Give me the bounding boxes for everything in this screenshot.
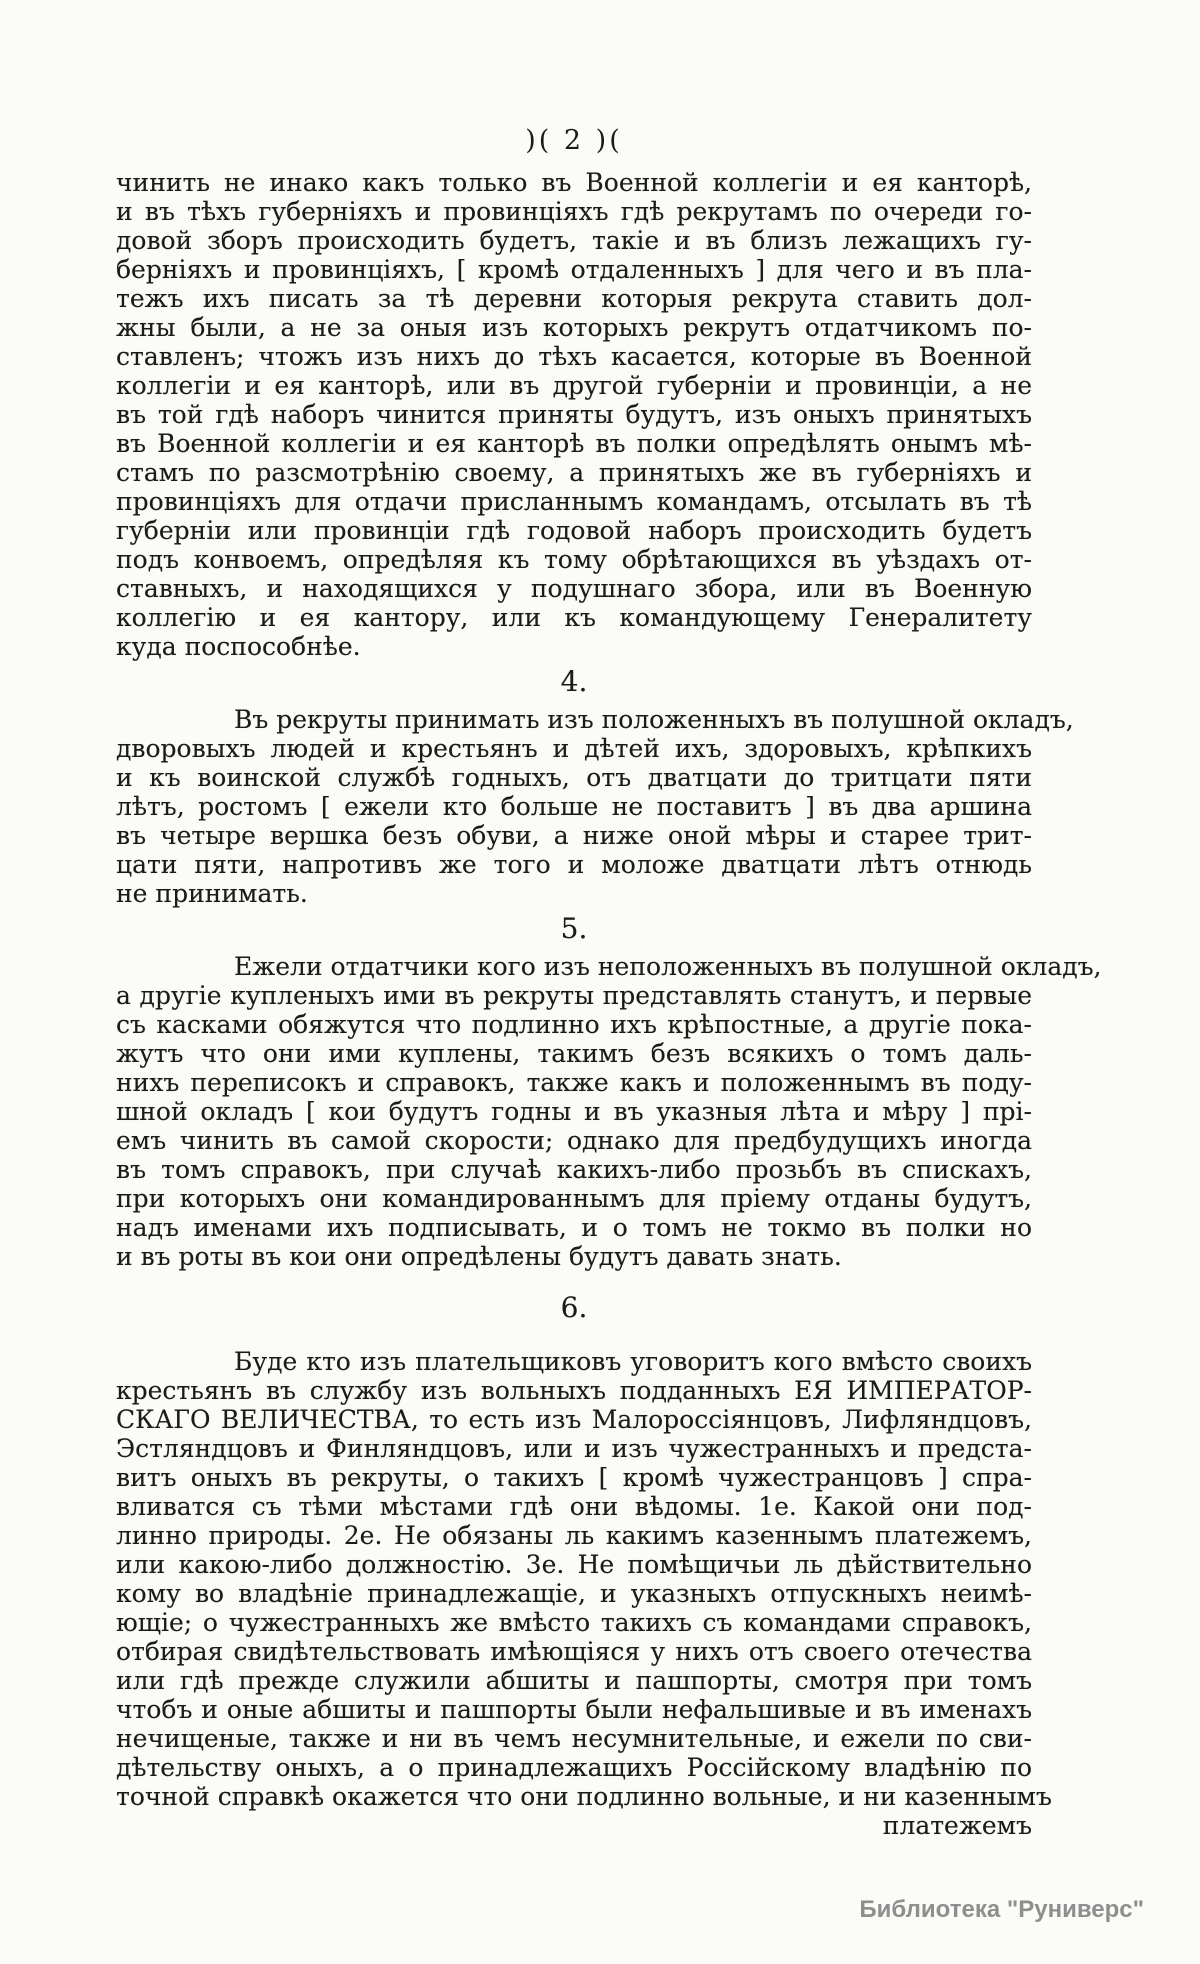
text-line: ставленъ; чтожъ изъ нихъ до тѣхъ касается, которые въ Военной (116, 342, 1032, 371)
text-line: и въ роты въ кои они опредѣлены будутъ давать знать. (116, 1242, 842, 1271)
text-line: коллегію и ея кантору, или къ командующему Генералитету (116, 603, 1032, 632)
text-line: подъ конвоемъ, опредѣляя къ тому обрѣтающихся въ уѣздахъ от- (116, 545, 1032, 574)
section-number: 5. (560, 912, 588, 945)
text-line: шной окладъ [ кои будутъ годны и въ указныя лѣта и мѣру ] прі- (116, 1097, 1032, 1126)
text-line: стамъ по разсмотрѣнію своему, а принятыхъ же въ губерніяхъ и (116, 458, 1032, 487)
text-line: въ томъ справокъ, при случаѣ какихъ-либо прозьбъ въ спискахъ, (116, 1155, 1032, 1184)
text-block (116, 125, 1102, 1840)
text-line: при которыхъ они командированнымъ для пріему отданы будутъ, (116, 1184, 1032, 1213)
text-line: линно природы. 2е. Не обязаны ль какимъ казеннымъ платежемъ, (116, 1521, 1032, 1550)
text-line: Въ рекруты принимать изъ положенныхъ въ полушной окладъ, (234, 705, 1074, 734)
text-line: или гдѣ прежде служили абшиты и пашпорты, смотря при томъ (116, 1666, 1032, 1695)
text-line: довой зборъ происходить будетъ, такіе и въ близъ лежащихъ гу- (116, 226, 1032, 255)
text-line: Эстляндцовъ и Финляндцовъ, или и изъ чужестранныхъ и предста- (116, 1434, 1032, 1463)
text-line: крестьянъ въ службу изъ вольныхъ подданныхъ ЕЯ ИМПЕРАТОР- (116, 1376, 1032, 1405)
text-line: лѣтъ, ростомъ [ ежели кто больше не поставитъ ] въ два аршина (116, 792, 1032, 821)
text-line: кому во владѣніе принадлежащіе, и указныхъ отпускныхъ неимѣ- (116, 1579, 1032, 1608)
text-line: Буде кто изъ плательщиковъ уговоритъ кого вмѣсто своихъ (234, 1347, 1032, 1376)
text-line: СКАГО ВЕЛИЧЕСТВА, то есть изъ Малороссіянцовъ, Лифляндцовъ, (116, 1405, 1032, 1434)
text-line: Ежели отдатчики кого изъ неположенныхъ въ полушной окладъ, (234, 952, 1102, 981)
text-line: чинить не инако какъ только въ Военной коллегіи и ея канторѣ, (116, 168, 1032, 197)
text-line: съ касками обяжутся что подлинно ихъ крѣпостные, а другіе пока- (116, 1010, 1032, 1039)
text-line: въ Военной коллегіи и ея канторѣ въ полки опредѣлять онымъ мѣ- (116, 429, 1032, 458)
text-line: въ той гдѣ наборъ чинится приняты будутъ, изъ оныхъ принятыхъ (116, 400, 1032, 429)
text-line: точной справкѣ окажется что они подлинно вольные, и ни казеннымъ (116, 1782, 1052, 1811)
section-number: 4. (560, 665, 588, 698)
text-line: ющіе; о чужестранныхъ же вмѣсто такихъ съ командами справокъ, (116, 1608, 1032, 1637)
text-line: отбирая свидѣтельствовать имѣющіяся у нихъ отъ своего отечества (116, 1637, 1032, 1666)
text-line: витъ оныхъ въ рекруты, о такихъ [ кромѣ чужестранцовъ ] спра- (116, 1463, 1032, 1492)
text-line: жутъ что они ими куплены, такимъ безъ всякихъ о томъ даль- (116, 1039, 1032, 1068)
section-number: 6. (560, 1291, 588, 1324)
document-body (116, 168, 1102, 1840)
text-line: цати пяти, напротивъ же того и моложе дватцати лѣтъ отнюдь (116, 850, 1032, 879)
text-line: жны были, а не за оныя изъ которыхъ рекрутъ отдатчикомъ по- (116, 313, 1032, 342)
text-line: или какою-либо должностію. 3е. Не помѣщичьи ль дѣйствительно (116, 1550, 1032, 1579)
text-line: и къ воинской службѣ годныхъ, отъ дватцати до тритцати пяти (116, 763, 1032, 792)
text-line: губерніи или провинціи гдѣ годовой наборъ происходить будетъ (116, 516, 1032, 545)
text-line: надъ именами ихъ подписывать, и о томъ не токмо въ полки но (116, 1213, 1032, 1242)
paragraph (116, 1347, 1052, 1811)
text-line: въ четыре вершка безъ обуви, а ниже оной мѣры и старее трит- (116, 821, 1032, 850)
text-line: ставныхъ, и находящихся у подушнаго збора, или въ Военную (116, 574, 1032, 603)
text-line: дѣтельству оныхъ, а о принадлежащихъ Россійскому владѣнію по (116, 1753, 1032, 1782)
text-line: коллегіи и ея канторѣ, или въ другой губерніи и провинціи, а не (116, 371, 1032, 400)
paragraph (116, 705, 1074, 908)
text-line: нечищеные, также и ни въ чемъ несумнительные, и ежели по сви- (116, 1724, 1032, 1753)
text-line: и въ тѣхъ губерніяхъ и провинціяхъ гдѣ рекрутамъ по очереди го- (116, 197, 1032, 226)
paragraph (116, 952, 1102, 1271)
paragraph (116, 168, 1032, 661)
text-line: куда поспособнѣе. (116, 632, 361, 661)
text-line: нихъ переписокъ и справокъ, также какъ и положеннымъ въ поду- (116, 1068, 1032, 1097)
text-line: тежъ ихъ писать за тѣ деревни которыя рекрута ставить дол- (116, 284, 1032, 313)
text-line: берніяхъ и провинціяхъ, [ кромѣ отдаленныхъ ] для чего и въ пла- (116, 255, 1032, 284)
text-line: провинціяхъ для отдачи присланнымъ командамъ, отсылать въ тѣ (116, 487, 1032, 516)
text-line: дворовыхъ людей и крестьянъ и дѣтей ихъ, здоровыхъ, крѣпкихъ (116, 734, 1032, 763)
text-line: вливатся съ тѣми мѣстами гдѣ они вѣдомы. 1е. Какой они под- (116, 1492, 1032, 1521)
text-line: чтобъ и оные абшиты и пашпорты были нефальшивые и въ именахъ (116, 1695, 1032, 1724)
text-line: не принимать. (116, 879, 308, 908)
library-watermark: Библиотека "Руниверс" (859, 1896, 1144, 1923)
catchword: платежемъ (882, 1811, 1032, 1840)
text-line: емъ чинить въ самой скорости; однако для предбудущихъ иногда (116, 1126, 1032, 1155)
text-line: а другіе купленыхъ ими въ рекруты представлять станутъ, и первые (116, 981, 1032, 1010)
page-number-header: )( 2 )( (525, 125, 623, 156)
